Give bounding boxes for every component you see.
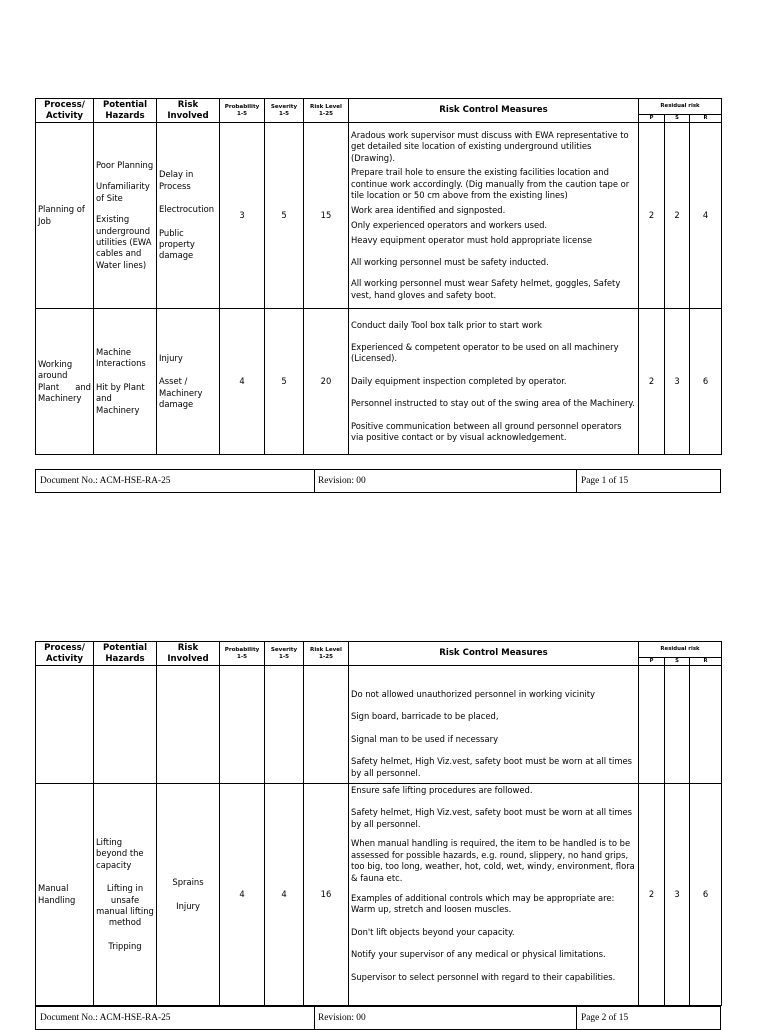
risk-level-cell: 16 [304,784,349,1006]
residual-s-cell: 2 [665,123,690,309]
document-number: Document No.: ACM-HSE-RA-25 [40,1013,171,1023]
header-process: Process/ Activity [36,642,94,666]
header-residual-p: P [639,115,665,123]
risk-level-cell: 15 [304,123,349,309]
header-probability: Probability 1-5 [220,642,265,666]
control-measures-cell: Do not allowed unauthorized personnel in working vicinity Sign board, barricade to be placed, Signal man to be used if necessary Safety helmet, High Viz.vest, safety boot must be worn at all times by all personnel. [349,666,639,784]
residual-r-cell: 6 [690,309,722,455]
probability-cell: 4 [220,784,265,1006]
residual-p-cell [639,666,665,784]
risk-level-cell [304,666,349,784]
risk-assessment-table-page-2 [35,641,722,1006]
header-controls: Risk Control Measures [349,99,639,123]
page-number: Page 2 of 15 [581,1013,629,1023]
risk-cell [157,666,220,784]
residual-s-cell [665,666,690,784]
page-footer [35,1006,721,1030]
header-residual-r: R [690,115,722,123]
header-risk-level: Risk Level 1-25 [304,642,349,666]
header-residual-risk: Residual risk [639,642,722,658]
residual-r-cell: 4 [690,123,722,309]
header-hazards: Potential Hazards [94,99,157,123]
revision-label: Revision: 00 [318,476,366,486]
residual-r-cell [690,666,722,784]
control-measures-cell: Aradous work supervisor must discuss with EWA representative to get detailed site location of existing underground utilities (Drawing). Prepare trail hole to ensure the existing facilities location and continue work accordingly. (Dig manually from the caution tape or tile location or 50 cm above from the existing lines) Work area identified and signposted. Only experienced operators and workers used. Heavy equipment operator must hold appropriate license All working personnel must be safety inducted. All working personnel must wear Safety helmet, goggles, Safety vest, hand gloves and safety boot. [349,123,639,309]
header-controls: Risk Control Measures [349,642,639,666]
hazards-cell [94,666,157,784]
header-severity: Severity 1-5 [265,642,304,666]
process-cell: Manual Handling [36,784,94,1006]
residual-p-cell: 2 [639,123,665,309]
page-footer [35,469,721,493]
page-number: Page 1 of 15 [581,476,629,486]
process-cell [36,666,94,784]
residual-r-cell: 6 [690,784,722,1006]
residual-p-cell: 2 [639,309,665,455]
risk-level-cell: 20 [304,309,349,455]
table-row [36,784,722,1006]
header-residual-p: P [639,658,665,666]
process-cell: Working around Plant and Machinery [36,309,94,455]
footer-divider [314,1007,315,1029]
header-residual-s: S [665,658,690,666]
process-cell: Planning of Job [36,123,94,309]
footer-divider [314,470,315,492]
footer-divider [576,470,577,492]
footer-divider [576,1007,577,1029]
risk-cell: Delay in Process Electrocution Public property damage [157,123,220,309]
probability-cell: 3 [220,123,265,309]
header-risk: Risk Involved [157,642,220,666]
risk-assessment-table-page-1 [35,98,722,455]
table-row [36,666,722,784]
severity-cell: 5 [265,309,304,455]
header-severity: Severity 1-5 [265,99,304,123]
header-hazards: Potential Hazards [94,642,157,666]
hazards-cell: Lifting beyond the capacity Lifting in unsafe manual lifting method Tripping [94,784,157,1006]
severity-cell: 4 [265,784,304,1006]
revision-label: Revision: 00 [318,1013,366,1023]
residual-s-cell: 3 [665,784,690,1006]
header-risk: Risk Involved [157,99,220,123]
document-number: Document No.: ACM-HSE-RA-25 [40,476,171,486]
probability-cell [220,666,265,784]
table-row [36,309,722,455]
header-residual-r: R [690,658,722,666]
residual-p-cell: 2 [639,784,665,1006]
control-measures-cell: Ensure safe lifting procedures are followed. Safety helmet, High Viz.vest, safety boot must be worn at all times by all personnel. When manual handling is required, the item to be handled is to be assessed for possible hazards, e.g. round, slippery, no hand grips, too big, too long, weather, hot, cold, wet, windy, environment, flora & fauna etc. Examples of additional controls which may be appropriate are: Warm up, stretch and loosen muscles. Don't lift objects beyond your capacity. Notify your supervisor of any medical or physical limitations. Supervisor to select personnel with regard to their capabilities. [349,784,639,1006]
control-measures-cell: Conduct daily Tool box talk prior to start work Experienced & competent operator to be used on all machinery (Licensed). Daily equipment inspection completed by operator. Personnel instructed to stay out of the swing area of the Machinery. Positive communication between all ground personnel operators via positive contact or by visual acknowledgement. [349,309,639,455]
risk-cell: Injury Asset / Machinery damage [157,309,220,455]
table-row [36,123,722,309]
risk-cell: Sprains Injury [157,784,220,1006]
severity-cell: 5 [265,123,304,309]
hazards-cell: Poor Planning Unfamiliarity of Site Existing underground utilities (EWA cables and Water lines) [94,123,157,309]
probability-cell: 4 [220,309,265,455]
header-residual-s: S [665,115,690,123]
severity-cell [265,666,304,784]
header-risk-level: Risk Level 1-25 [304,99,349,123]
header-residual-risk: Residual risk [639,99,722,115]
header-process: Process/ Activity [36,99,94,123]
header-probability: Probability 1-5 [220,99,265,123]
residual-s-cell: 3 [665,309,690,455]
hazards-cell: Machine Interactions Hit by Plant and Machinery [94,309,157,455]
